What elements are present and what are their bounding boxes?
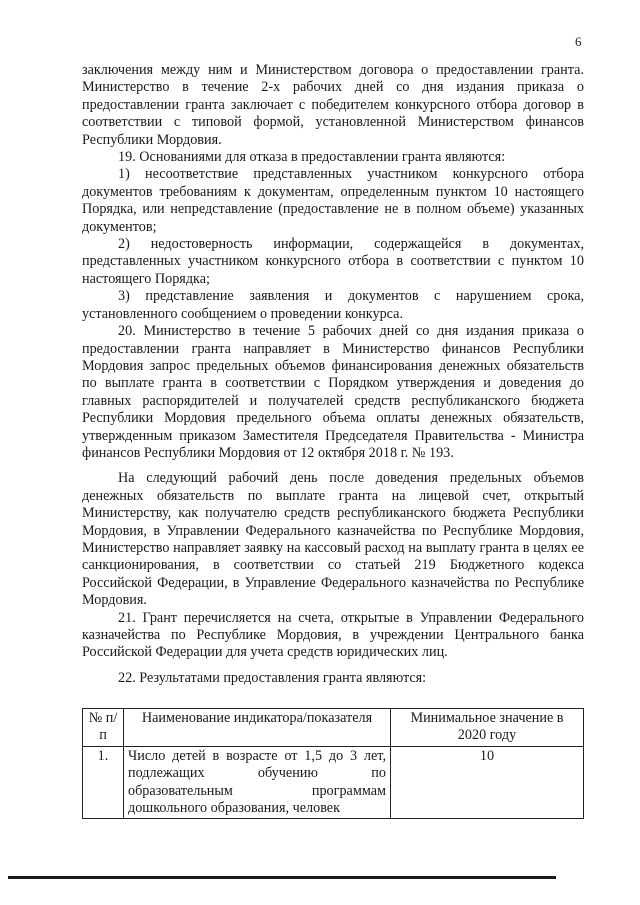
row-number: 1. xyxy=(83,746,124,819)
paragraph: 22. Результатами предоставления гранта являются: xyxy=(118,669,427,686)
header-min-value: Минимальное значение в 2020 году xyxy=(391,709,584,747)
paragraph: 2) недостоверность информации, содержащейся в документах, представленных участником конкурсного отбора в соответствии с пунктом 10 настоящего Порядка; xyxy=(82,236,584,287)
table-header-row xyxy=(83,709,584,747)
header-number: № п/п xyxy=(83,709,124,747)
scan-edge-line xyxy=(8,876,556,879)
paragraph: заключения между ним и Министерством договора о предоставлении гранта. Министерство в течение 2-х рабочих дней со дня издания приказа о предоставлении гранта заключает с победителем конкурсного отбора договор в соответствии с типовой формой, установленной Министерством финансов Республики Мордовия. xyxy=(82,62,584,148)
header-indicator: Наименование индикатора/показателя xyxy=(124,709,391,747)
paragraph: 1) несоответствие представленных участником конкурсного отбора документов требованиям к документам, определенным пунктом 10 настоящего Порядка, или непредставление (предоставление не в полном объеме) указанных документов; xyxy=(82,166,584,235)
page-number: 6 xyxy=(575,34,582,49)
document-body xyxy=(82,62,584,687)
paragraph: 21. Грант перечисляется на счета, открытые в Управлении Федерального казначейства по Республике Мордовия, в учреждении Центрального банка Российской Федерации для учета средств юридических лиц. xyxy=(82,609,584,661)
paragraph: 3) представление заявления и документов с нарушением срока, установленного сообщением о проведении конкурса. xyxy=(82,288,584,322)
paragraph: 19. Основаниями для отказа в предоставлении гранта являются: xyxy=(118,149,506,166)
row-indicator: Число детей в возрасте от 1,5 до 3 лет, подлежащих обучению по образовательным программам дошкольного образования, человек xyxy=(124,746,391,819)
results-table xyxy=(82,708,584,819)
paragraph: На следующий рабочий день после доведения предельных объемов денежных обязательств по выплате гранта на лицевой счет, открытый Министерству, как получателю средств республиканского бюджета Республики Мордовия, в Управлении Федерального казначейства по Республике Мордовия, Министерство направляет заявку на кассовый расход на выплату гранта в целях ее санкционирования, в соответствии со статьей 219 Бюджетного кодекса Российской Федерации, в Управление Федерального казначейства по Республике Мордовия. xyxy=(82,470,584,609)
row-min-value: 10 xyxy=(391,746,584,819)
table-row xyxy=(83,746,584,819)
paragraph: 20. Министерство в течение 5 рабочих дней со дня издания приказа о предоставлении гранта направляет в Министерство финансов Республики Мордовия запрос предельных объемов финансирования денежных обязательств по выплате гранта в соответствии с Порядком утверждения и доведения до главных распорядителей и получателей средств республиканского бюджета Республики Мордовия предельного объема оплаты денежных обязательств, утвержденным приказом Заместителя Председателя Правительства - Министра финансов Республики Мордовия от 12 октября 2018 г. № 193. xyxy=(82,323,584,461)
